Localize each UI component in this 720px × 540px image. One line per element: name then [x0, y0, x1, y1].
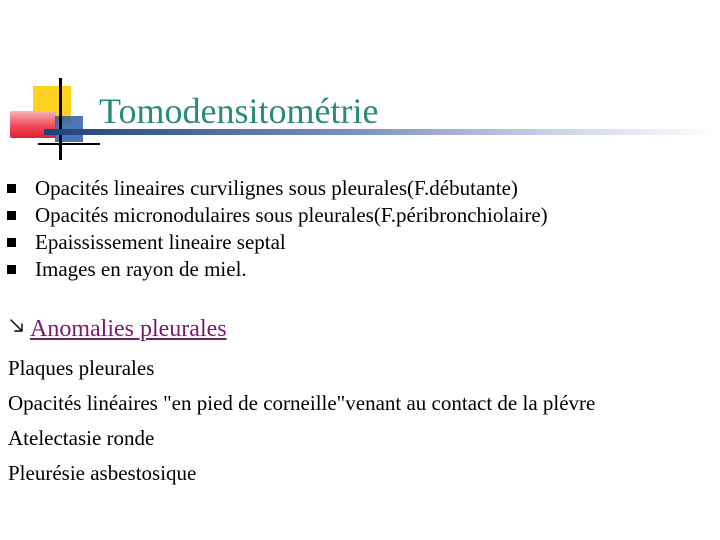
bullet-item — [0, 175, 548, 202]
square-bullet-icon — [7, 238, 16, 247]
square-bullet-icon — [7, 184, 16, 193]
bullet-list — [0, 175, 548, 283]
slide-title: Tomodensitométrie — [99, 91, 379, 131]
list-item: Opacités linéaires "en pied de corneille"venant au contact de la plévre — [8, 391, 596, 415]
bullet-item — [0, 229, 548, 256]
bullet-text: Epaississement lineaire septal — [35, 230, 286, 254]
square-bullet-icon — [7, 265, 16, 274]
anomalies-pleurales-link[interactable]: Anomalies pleurales — [30, 316, 227, 342]
bullet-text: Opacités lineaires curvilignes sous pleurales(F.débutante) — [35, 176, 518, 200]
list-item: Atelectasie ronde — [8, 426, 155, 450]
slide-logo — [0, 0, 110, 170]
bullet-item — [0, 256, 548, 283]
logo-horizontal-line — [38, 143, 100, 145]
bullet-item — [0, 202, 548, 229]
list-item: Plaques pleurales — [8, 356, 155, 380]
list-item: Pleurésie asbestosique — [8, 461, 197, 485]
bullet-text: Images en rayon de miel. — [35, 257, 247, 281]
bullet-text: Opacités micronodulaires sous pleurales(F.péribronchiolaire) — [35, 203, 548, 227]
logo-vertical-line — [59, 78, 62, 160]
square-bullet-icon — [7, 211, 16, 220]
item-list — [8, 351, 595, 491]
section-heading — [8, 313, 227, 345]
arrow-outline-icon — [8, 317, 28, 337]
